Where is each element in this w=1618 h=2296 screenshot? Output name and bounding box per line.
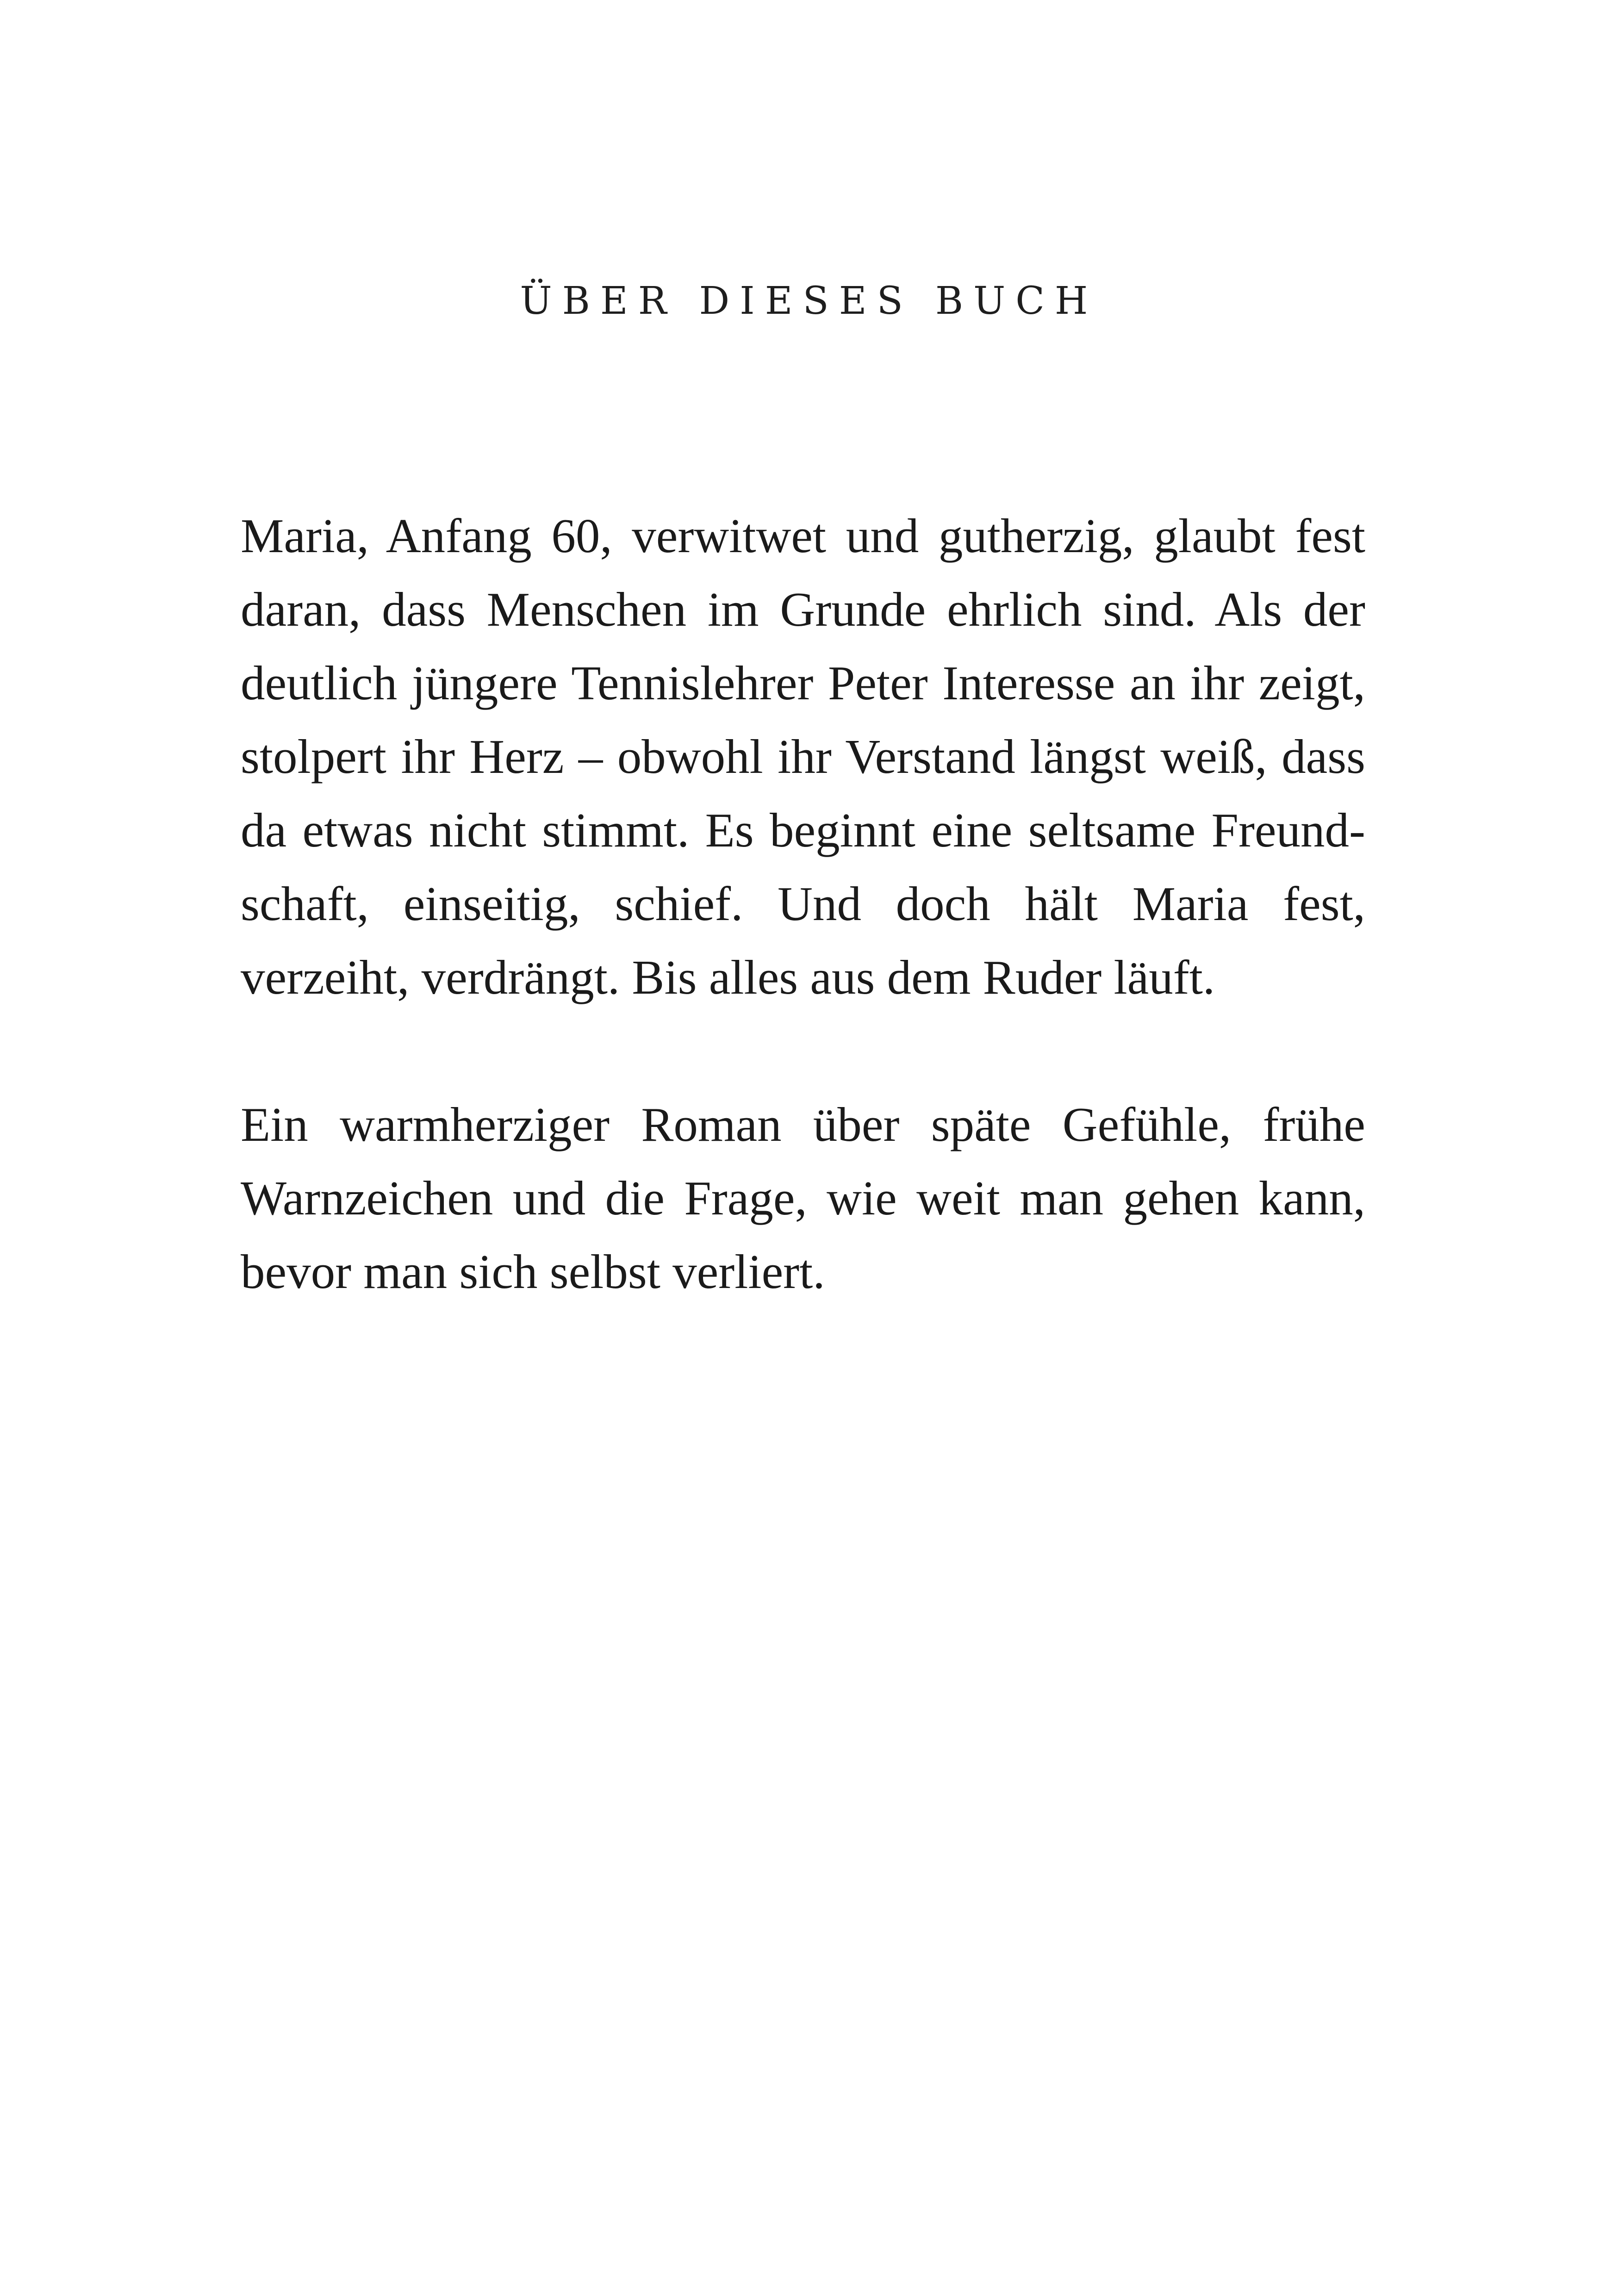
text-line: Maria, Anfang 60, verwitwet und gutherzig, glaubt fest: [241, 509, 1365, 563]
text-line: bevor man sich selbst verliert.: [241, 1244, 825, 1299]
paragraph-1: [241, 499, 1365, 1014]
text-line: stolpert ihr Herz – obwohl ihr Verstand längst weiß, dass: [241, 729, 1365, 784]
text-line: da etwas nicht stimmt. Es beginnt eine seltsame Freund-: [241, 803, 1365, 857]
text-line: deutlich jüngere Tennislehrer Peter Interesse an ihr zeigt,: [241, 656, 1365, 710]
paragraph-2: [241, 1088, 1365, 1308]
text-line: verzeiht, verdrängt. Bis alles aus dem Ruder läuft.: [241, 950, 1215, 1004]
text-line: schaft, einseitig, schief. Und doch hält Maria fest,: [241, 877, 1365, 931]
text-line: Warnzeichen und die Frage, wie weit man gehen kann,: [241, 1171, 1365, 1225]
text-line: Ein warmherziger Roman über späte Gefühle, frühe: [241, 1097, 1365, 1151]
blurb-text: [241, 499, 1365, 1308]
page-heading: ÜBER DIESES BUCH: [520, 279, 1098, 323]
text-line: daran, dass Menschen im Grunde ehrlich sind. Als der: [241, 582, 1365, 636]
paragraph-spacer: [241, 1014, 1365, 1088]
